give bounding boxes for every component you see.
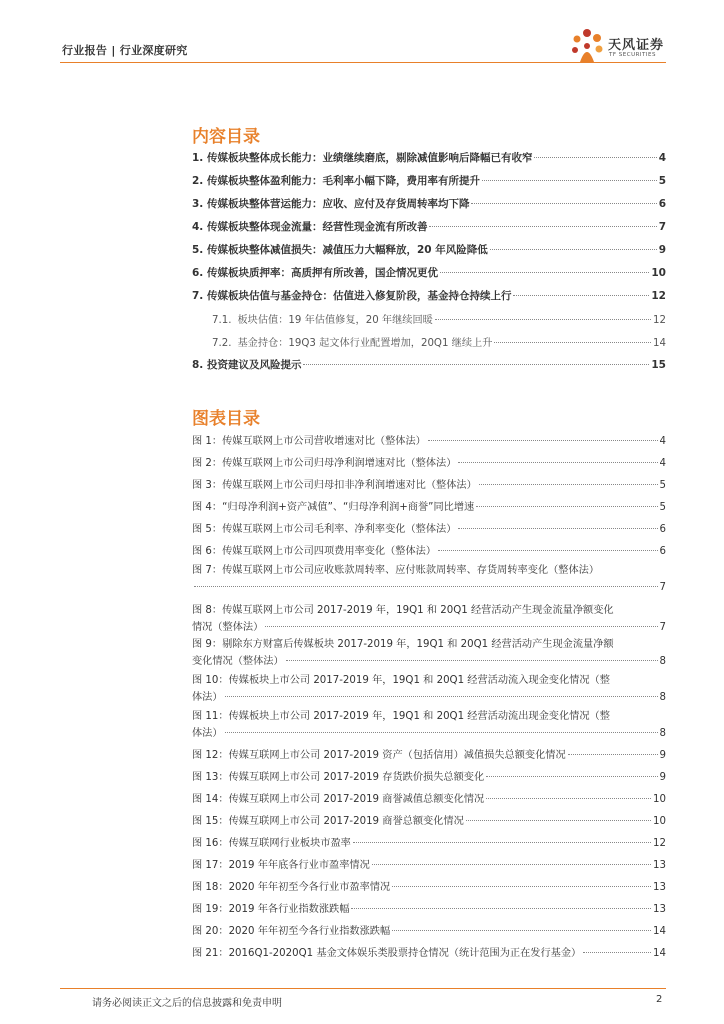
- toc-item-text: 7. 传媒板块估值与基金持仓：估值进入修复阶段，基金持仓持续上行: [192, 290, 512, 302]
- leader-dots: [458, 462, 657, 463]
- figure-item[interactable]: [192, 672, 666, 706]
- figure-item[interactable]: [192, 542, 666, 560]
- toc-item-page: 9: [658, 244, 666, 256]
- figure-item-text: 图 17：2019 年年底各行业市盈率情况: [192, 860, 370, 871]
- toc-item-page: 12: [651, 290, 666, 302]
- leader-dots: [490, 249, 657, 250]
- figure-item-page: 13: [653, 882, 666, 893]
- figure-item-page: 14: [653, 926, 666, 937]
- leader-dots: [194, 586, 658, 587]
- footer-divider: [60, 988, 666, 989]
- figure-item-text-continued: 体法）: [192, 692, 223, 703]
- toc-subitem[interactable]: [192, 334, 666, 352]
- figure-item-text: 图 1：传媒互联网上市公司营收增速对比（整体法）: [192, 436, 426, 447]
- leader-dots: [479, 484, 658, 485]
- report-category: 行业报告 | 行业深度研究: [62, 44, 188, 57]
- figure-item[interactable]: [192, 878, 666, 896]
- leader-dots: [225, 732, 658, 733]
- toc-item-page: 15: [651, 359, 666, 371]
- toc-item-text: 2. 传媒板块整体盈利能力：毛利率小幅下降，费用率有所提升: [192, 175, 480, 187]
- toc-item[interactable]: [192, 196, 666, 214]
- figure-item-text: 图 14：传媒互联网上市公司 2017-2019 商誉减值总额变化情况: [192, 794, 485, 805]
- figure-item-text: 图 21：2016Q1-2020Q1 基金文体娱乐类股票持仓情况（统计范围为正在发行基金）: [192, 948, 582, 959]
- figure-item-page: 5: [659, 480, 666, 491]
- leader-dots: [438, 550, 657, 551]
- figure-item-page: 6: [659, 546, 666, 557]
- figure-item[interactable]: [192, 746, 666, 764]
- figure-item-text: 图 2：传媒互联网上市公司归母净利润增速对比（整体法）: [192, 458, 457, 469]
- toc-item[interactable]: [192, 242, 666, 260]
- leader-dots: [392, 930, 651, 931]
- figure-item-page: 6: [659, 524, 666, 535]
- figure-item-text: 图 19：2019 年各行业指数涨跌幅: [192, 904, 350, 915]
- toc-subitem-page: 14: [653, 338, 666, 349]
- header-divider: [60, 62, 666, 63]
- figure-item-page: 8: [659, 656, 666, 667]
- leader-dots: [429, 226, 656, 227]
- figure-item-text: 图 8：传媒互联网上市公司 2017-2019 年，19Q1 和 20Q1 经营活动产生现金流量净额变化: [192, 605, 614, 616]
- figure-item[interactable]: [192, 768, 666, 786]
- figure-item[interactable]: [192, 520, 666, 538]
- figure-item[interactable]: [192, 602, 666, 636]
- figure-item-page: 7: [659, 622, 666, 633]
- figure-item-page: 13: [653, 860, 666, 871]
- company-logo: [568, 28, 678, 64]
- toc-subitem-number: 7.1.: [212, 315, 232, 326]
- leader-dots: [265, 626, 657, 627]
- leader-dots: [428, 440, 658, 441]
- figure-item-text-continued: 情况（整体法）: [192, 622, 264, 633]
- logo-name: 天风证券: [608, 38, 665, 53]
- toc-item[interactable]: [192, 265, 666, 283]
- figure-item-page: 9: [659, 772, 666, 783]
- leader-dots: [372, 864, 651, 865]
- toc-item-text: 6. 传媒板块质押率：高质押有所改善，国企情况更优: [192, 267, 438, 279]
- toc-item-page: 6: [658, 198, 666, 210]
- toc-item-page: 7: [658, 221, 666, 233]
- leader-dots: [458, 528, 657, 529]
- figure-item[interactable]: [192, 812, 666, 830]
- figure-item-page: 7: [659, 582, 666, 593]
- toc-item-text: 5. 传媒板块整体减值损失：减值压力大幅释放，20 年风险降低: [192, 244, 488, 256]
- leader-dots: [303, 364, 649, 365]
- leader-dots: [568, 754, 658, 755]
- figure-item-page: 5: [659, 502, 666, 513]
- figure-item-text-continued: 体法）: [192, 728, 223, 739]
- figure-item-page: 10: [653, 794, 666, 805]
- toc-item[interactable]: [192, 288, 666, 306]
- toc-item-text: 3. 传媒板块整体营运能力：应收、应付及存货周转率均下降: [192, 198, 470, 210]
- figure-item-text-continued: 变化情况（整体法）: [192, 656, 284, 667]
- leader-dots: [513, 295, 649, 296]
- figure-item-text: 图 15：传媒互联网上市公司 2017-2019 商誉总额变化情况: [192, 816, 464, 827]
- figure-item-text: 图 4：“归母净利润+资产减值”、“归母净利润+商誉”同比增速: [192, 502, 475, 513]
- figure-item-text: 图 11：传媒板块上市公司 2017-2019 年，19Q1 和 20Q1 经营活动流出现金变化情况（整: [192, 711, 610, 722]
- figure-item-text: 图 10：传媒板块上市公司 2017-2019 年，19Q1 和 20Q1 经营活动流入现金变化情况（整: [192, 675, 610, 686]
- leader-dots: [466, 820, 651, 821]
- figure-item[interactable]: [192, 708, 666, 742]
- leader-dots: [583, 952, 651, 953]
- toc-item-text: 4. 传媒板块整体现金流量：经营性现金流有所改善: [192, 221, 428, 233]
- figure-item-page: 14: [653, 948, 666, 959]
- figure-item-text: 图 18：2020 年年初至今各行业市盈率情况: [192, 882, 391, 893]
- leader-dots: [534, 157, 656, 158]
- toc-item-text: 8. 投资建议及风险提示: [192, 359, 302, 371]
- toc-item-page: 4: [658, 152, 666, 164]
- figure-item[interactable]: [192, 834, 666, 852]
- figure-item[interactable]: [192, 454, 666, 472]
- toc-item-page: 10: [651, 267, 666, 279]
- figure-item-text: 图 20：2020 年年初至今各行业指数涨跌幅: [192, 926, 391, 937]
- figure-item[interactable]: [192, 476, 666, 494]
- figure-item-page: 13: [653, 904, 666, 915]
- figure-item-text: 图 3：传媒互联网上市公司归母扣非净利润增速对比（整体法）: [192, 480, 477, 491]
- figure-item[interactable]: [192, 790, 666, 808]
- figure-item-page: 10: [653, 816, 666, 827]
- leader-dots: [486, 776, 657, 777]
- figure-item-page: 9: [659, 750, 666, 761]
- figure-item-text: 图 5：传媒互联网上市公司毛利率、净利率变化（整体法）: [192, 524, 457, 535]
- leader-dots: [353, 842, 651, 843]
- toc-item[interactable]: [192, 173, 666, 191]
- leader-dots: [435, 319, 651, 320]
- figure-item-text: 图 6：传媒互联网上市公司四项费用率变化（整体法）: [192, 546, 437, 557]
- figure-item-page: 8: [659, 728, 666, 739]
- figure-item-page: 8: [659, 692, 666, 703]
- leader-dots: [482, 180, 657, 181]
- leader-dots: [476, 506, 657, 507]
- figure-item-text: 图 13：传媒互联网上市公司 2017-2019 存货跌价损失总额变化: [192, 772, 485, 783]
- logo-subtitle: TF SECURITIES: [609, 52, 656, 58]
- leader-dots: [351, 908, 651, 909]
- toc-heading: 内容目录: [192, 127, 260, 147]
- figure-item-page: 12: [653, 838, 666, 849]
- logo-mark-icon: [568, 28, 606, 64]
- leader-dots: [471, 203, 656, 204]
- toc-item-page: 5: [658, 175, 666, 187]
- toc-item[interactable]: [192, 357, 666, 375]
- figure-item-page: 4: [659, 458, 666, 469]
- toc-subitem-text: 板块估值：19 年估值修复，20 年继续回暖: [237, 315, 433, 326]
- toc-item[interactable]: [192, 219, 666, 237]
- toc-subitem-page: 12: [653, 315, 666, 326]
- figure-item[interactable]: [192, 498, 666, 516]
- figure-item[interactable]: [192, 562, 666, 596]
- figure-item-text: 图 12：传媒互联网上市公司 2017-2019 资产（包括信用）减值损失总额变化情况: [192, 750, 566, 761]
- figure-item[interactable]: [192, 944, 666, 962]
- figure-item[interactable]: [192, 636, 666, 670]
- toc-subitem-number: 7.2.: [212, 338, 232, 349]
- figure-item-text: 图 7：传媒互联网上市公司应收账款周转率、应付账款周转率、存货周转率变化（整体法）: [192, 565, 600, 576]
- figure-item-page: 4: [659, 436, 666, 447]
- page-number: 2: [656, 994, 663, 1005]
- leader-dots: [494, 342, 651, 343]
- leader-dots: [392, 886, 651, 887]
- leader-dots: [225, 696, 658, 697]
- figure-item[interactable]: [192, 432, 666, 450]
- figure-item[interactable]: [192, 900, 666, 918]
- figure-item[interactable]: [192, 922, 666, 940]
- figure-item-text: 图 9：剔除东方财富后传媒板块 2017-2019 年，19Q1 和 20Q1 经营活动产生现金流量净额: [192, 639, 614, 650]
- leader-dots: [486, 798, 651, 799]
- figure-item-text: 图 16：传媒互联网行业板块市盈率: [192, 838, 351, 849]
- toc-subitem-text: 基金持仓：19Q3 起文体行业配置增加，20Q1 继续上升: [237, 338, 493, 349]
- toc-subitem[interactable]: [192, 311, 666, 329]
- disclaimer-note: 请务必阅读正文之后的信息披露和免责申明: [92, 998, 282, 1009]
- toc-item[interactable]: [192, 150, 666, 168]
- figures-heading: 图表目录: [192, 409, 260, 429]
- toc-item-text: 1. 传媒板块整体成长能力：业绩继续磨底，剔除减值影响后降幅已有收窄: [192, 152, 533, 164]
- figure-item[interactable]: [192, 856, 666, 874]
- leader-dots: [440, 272, 649, 273]
- leader-dots: [286, 660, 658, 661]
